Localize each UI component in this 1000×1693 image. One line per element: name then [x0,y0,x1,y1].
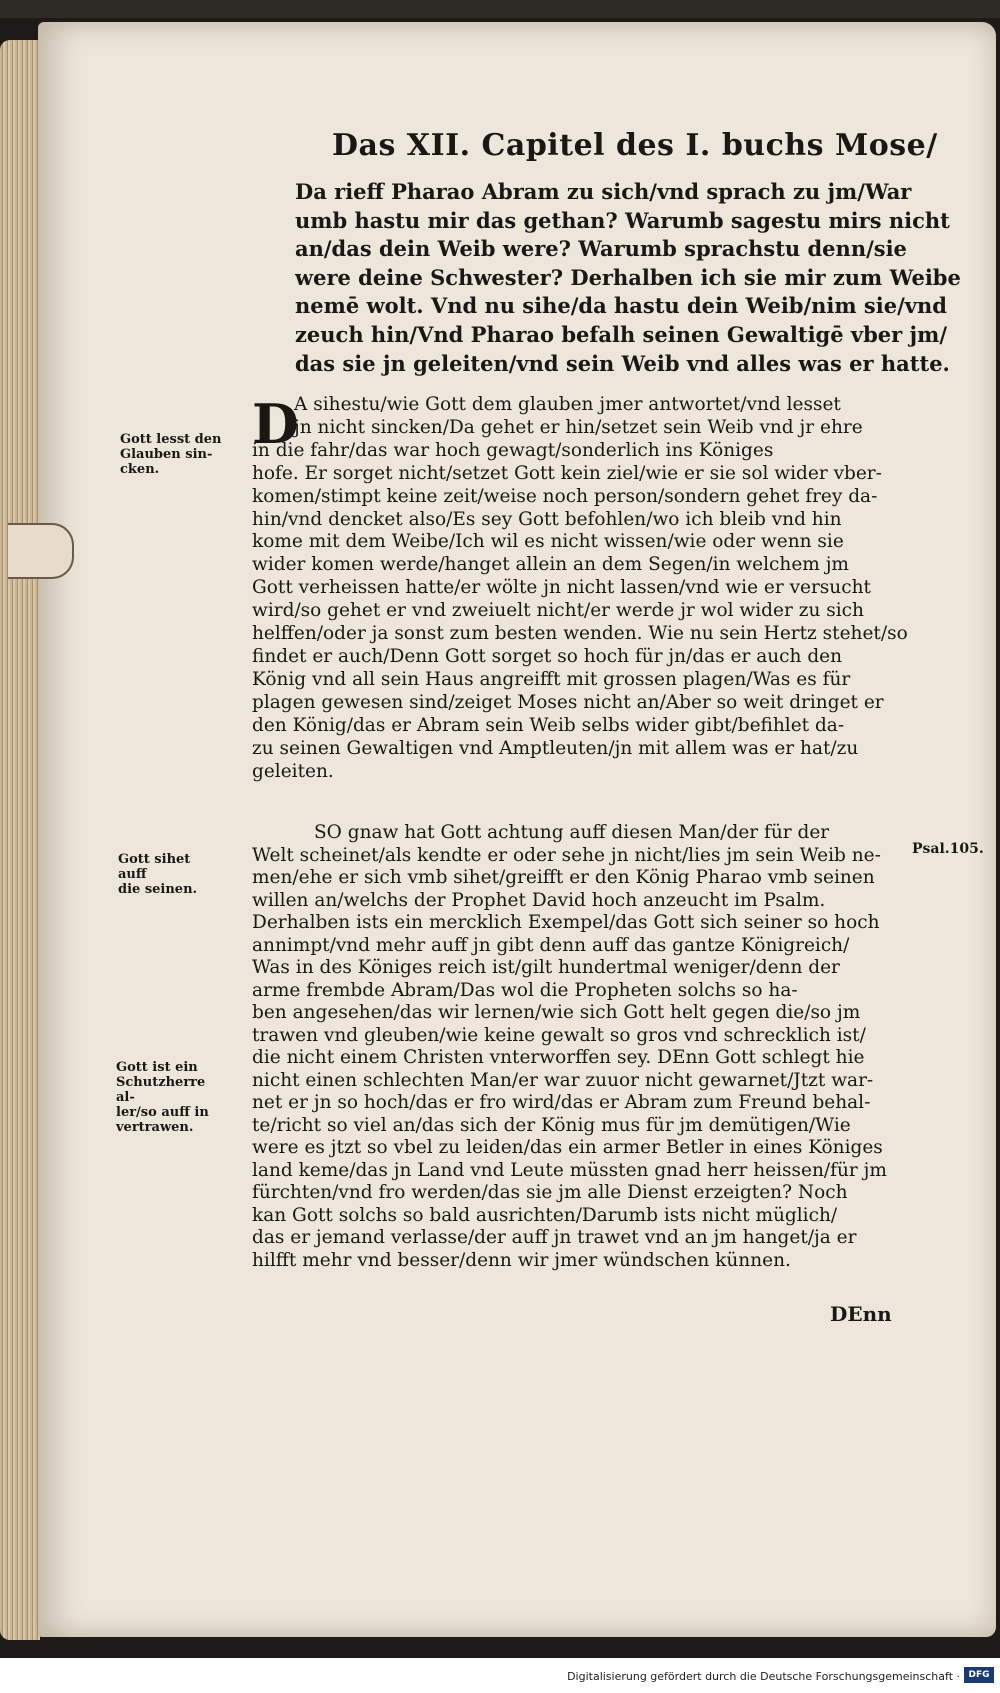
margin-note-2 [118,852,223,897]
paragraph-line: kome mit dem Weibe/Ich wil es nicht wissen/wie oder wenn sie [252,531,844,553]
intro-line: were deine Schwester? Derhalben ich sie mir zum Weibe [295,264,961,290]
paragraph-line: fürchten/vnd fro werden/das sie jm alle Dienst erzeigten? Noch [252,1182,848,1203]
funding-credit: Digitalisierung gefördert durch die Deutsche Forschungsgemeinschaft · [567,1670,960,1683]
paragraph-line: komen/stimpt keine zeit/weise noch person/sondern gehet frey da- [252,485,878,507]
paragraph-line: were es jtzt so vbel zu leiden/das ein armer Betler in eines Königes [252,1137,883,1158]
margin-note-line: Gott lesst den [120,432,222,447]
intro-paragraph [295,178,961,378]
paragraph-line: men/ehe er sich vmb sihet/greifft er den König Pharao vmb seinen [252,867,875,888]
paragraph-line: das er jemand verlasse/der auff jn trawet vnd an jm hanget/ja er [252,1227,857,1248]
paragraph-line: A sihestu/wie Gott dem glauben jmer antwortet/vnd lesset [294,394,841,415]
paragraph-line: jn nicht sincken/Da gehet er hin/setzet sein Weib vnd jr ehre [294,416,863,438]
margin-note-line: Gott sihet auff [118,852,191,882]
paragraph-line: ben angesehen/das wir lernen/wie sich Gott helt gegen die/so jm [252,1002,861,1023]
paragraph-line: hofe. Er sorget nicht/setzet Gott kein ziel/wie er sie sol wider vber- [252,462,882,484]
intro-line: an/das dein Weib were? Warumb sprachstu denn/sie [295,236,907,262]
paragraph-line: Derhalben ists ein mercklich Exempel/das Gott sich seiner so hoch [252,912,880,933]
paragraph-line: te/richt so viel an/das sich der König mus für jm demütigen/Wie [252,1114,851,1136]
paragraph-line: Gott verheissen hatte/er wölte jn nicht lassen/vnd wie er versucht [252,577,871,599]
margin-note-1 [120,432,225,477]
page-tab-marker [8,523,74,579]
paragraph-line: net er jn so hoch/das er fro wird/das er Abram zum Freund behal- [252,1092,871,1113]
margin-note-line: ler/so auff in [116,1105,209,1120]
psalm-reference: Psal.105. [912,841,984,857]
paragraph-line: wird/so gehet er vnd zweiuelt nicht/er werde jr wol wider zu sich [252,600,864,622]
paragraph-1 [252,394,908,783]
paragraph-line: land keme/das jn Land vnd Leute müssten gnad herr heissen/für jm [252,1159,887,1181]
page-edges [0,40,40,1640]
drop-cap: D [252,392,299,456]
paragraph-line: die nicht einem Christen vnterworffen sey. DEnn Gott schlegt hie [252,1047,865,1068]
catchword: DEnn [830,1302,892,1326]
chapter-heading: Das XII. Capitel des I. buchs Mose/ [332,128,938,163]
margin-note-line: Schutzherre al- [116,1075,206,1105]
paragraph-line: findet er auch/Denn Gott sorget so hoch für jn/das er auch den [252,645,843,667]
dfg-logo: DFG [964,1667,994,1683]
paragraph-line: König vnd all sein Haus angreifft mit grossen plagen/Was es für [252,668,851,690]
paragraph-line: SO gnaw hat Gott achtung auff diesen Man/der für der [314,822,830,843]
paragraph-line: helffen/oder ja sonst zum besten wenden. Wie nu sein Hertz stehet/so [252,623,908,645]
paragraph-line: nicht einen schlechten Man/er war zuuor nicht gewarnet/Jtzt war- [252,1069,874,1091]
footer-bar [0,1658,1000,1693]
margin-note-line: die seinen. [118,882,198,897]
margin-note-3 [116,1060,221,1135]
intro-line: Da rieff Pharao Abram zu sich/vnd sprach zu jm/War [295,179,912,204]
intro-line: das sie jn geleiten/vnd sein Weib vnd alles was er hatte. [295,350,950,376]
intro-line: nemē wolt. Vnd nu sihe/da hastu dein Weib/nim sie/vnd [295,293,947,319]
margin-note-line: Glauben sin- [120,447,213,462]
paragraph-line: Was in des Königes reich ist/gilt hundertmal weniger/denn der [252,957,840,978]
paragraph-line: willen an/welchs der Prophet David hoch anzeucht im Psalm. [252,889,826,911]
paragraph-line: kan Gott solchs so bald ausrichten/Darumb ists nicht müglich/ [252,1204,838,1226]
paragraph-line: den König/das er Abram sein Weib selbs wider gibt/befihlet da- [252,714,845,736]
intro-line: zeuch hin/Vnd Pharao befalh seinen Gewaltigē vber jm/ [295,321,948,347]
paragraph-line: zu seinen Gewaltigen vnd Amptleuten/jn mit allem was er hat/zu [252,737,859,759]
paragraph-line: trawen vnd gleuben/wie keine gewalt so gros vnd schrecklich ist/ [252,1024,866,1046]
margin-note-line: vertrawen. [116,1120,194,1135]
paragraph-2 [252,822,902,1272]
paragraph-line: hilfft mehr vnd besser/denn wir jmer wündschen künnen. [252,1249,791,1271]
margin-note-line: cken. [120,462,160,477]
paragraph-line: hin/vnd dencket also/Es sey Gott befohlen/wo ich bleib vnd hin [252,508,842,530]
paragraph-line: in die fahr/das war hoch gewagt/sonderlich ins Königes [252,439,774,461]
paragraph-line: geleiten. [252,760,334,782]
paragraph-line: arme frembde Abram/Das wol die Propheten solchs so ha- [252,979,798,1001]
paragraph-line: wider komen werde/hanget allein an dem Segen/in welchem jm [252,554,849,576]
intro-line: umb hastu mir das gethan? Warumb sagestu mirs nicht [295,207,950,233]
paragraph-line: Welt scheinet/als kendte er oder sehe jn nicht/lies jm sein Weib ne- [252,844,881,866]
margin-note-line: Gott ist ein [116,1060,198,1075]
paragraph-line: annimpt/vnd mehr auff jn gibt denn auff das gantze Königreich/ [252,934,850,956]
paragraph-line: plagen gewesen sind/zeiget Moses nicht an/Aber so weit dringet er [252,691,884,713]
